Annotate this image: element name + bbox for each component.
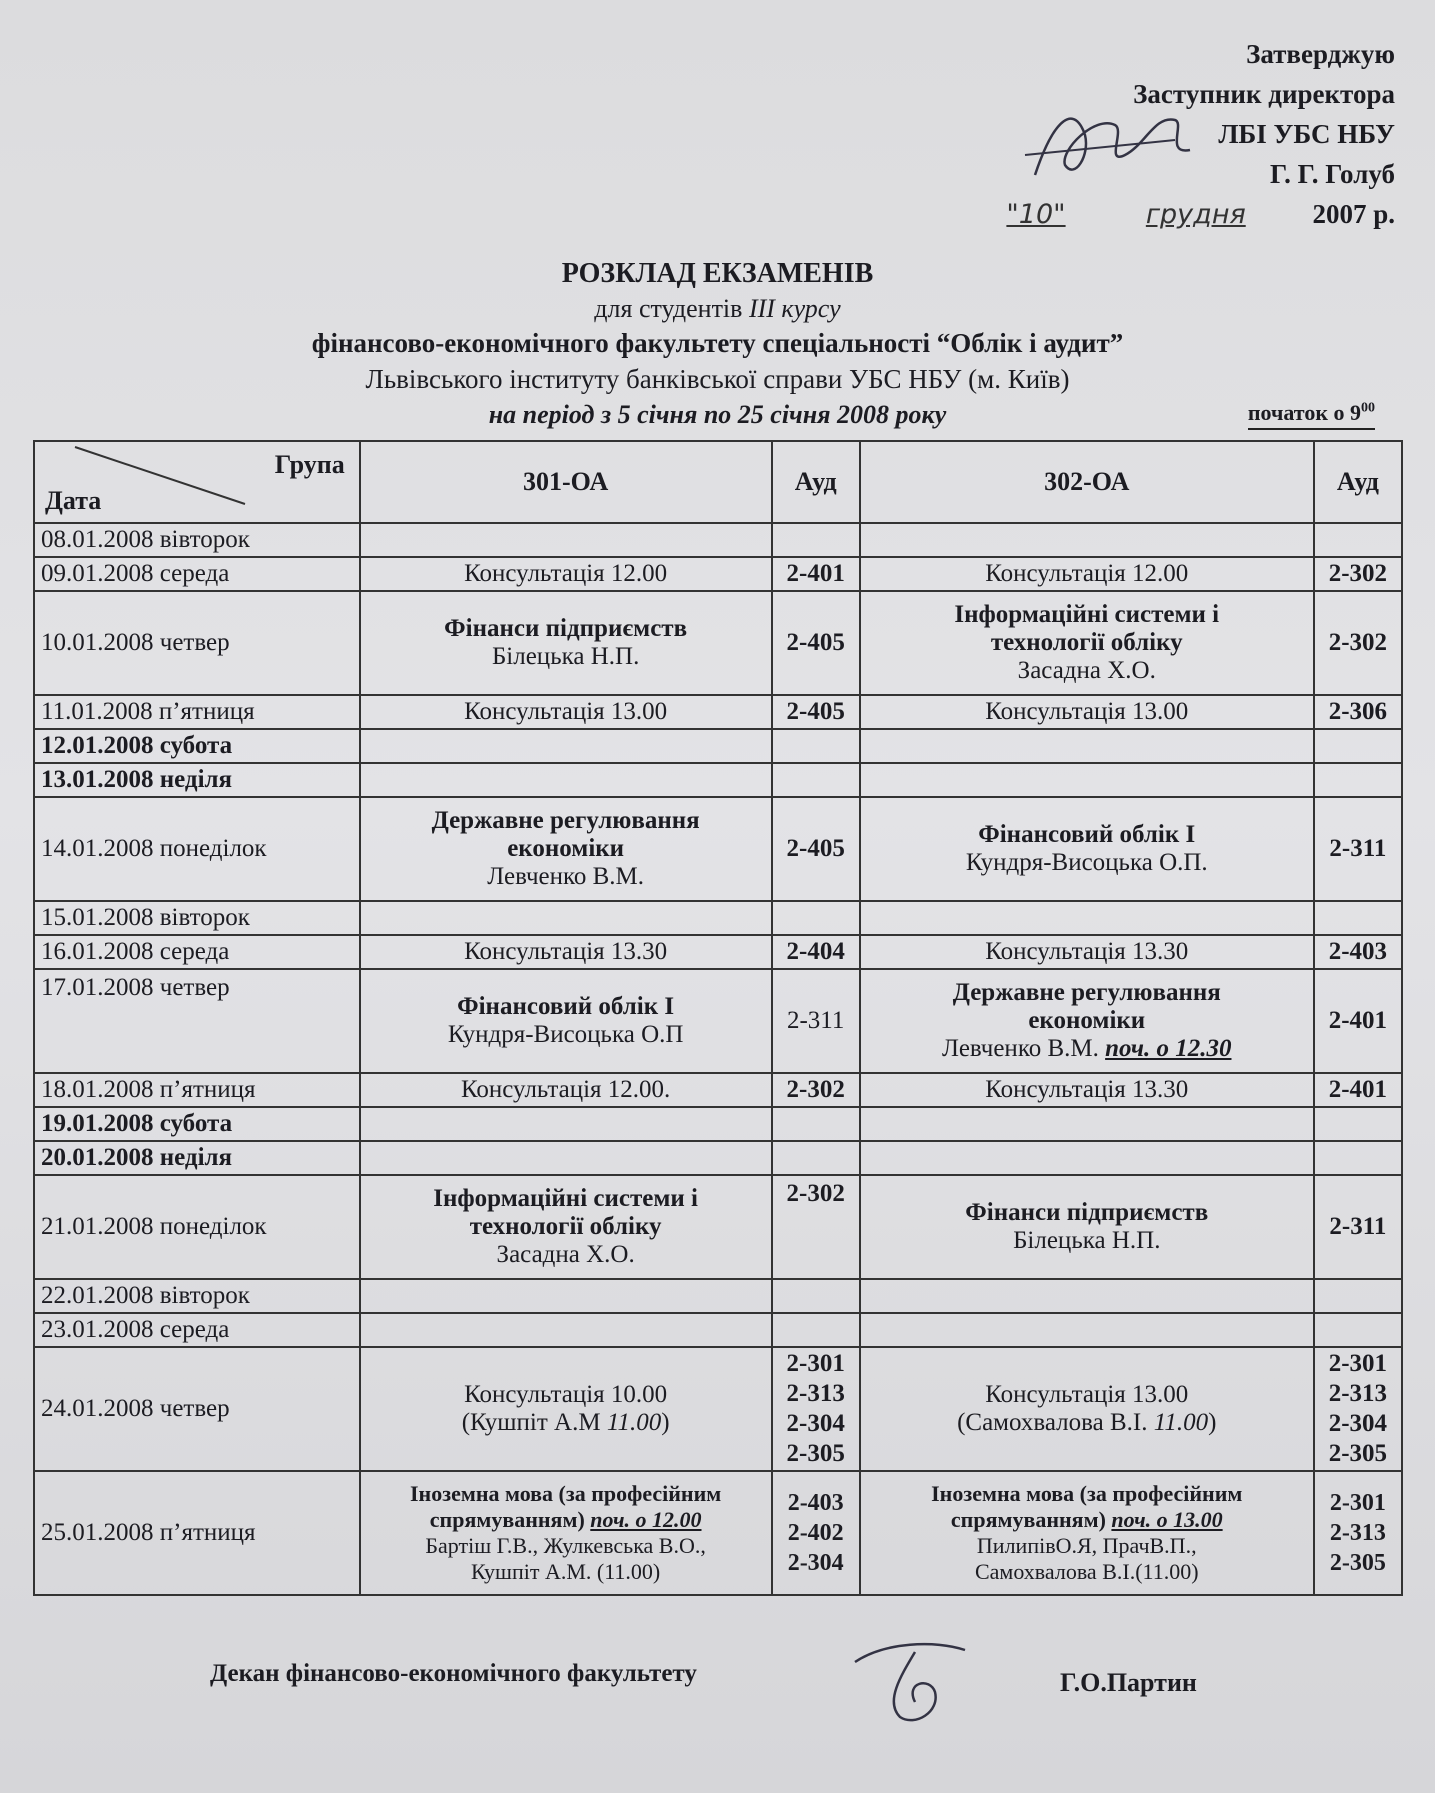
students-prefix: для студентів: [594, 294, 749, 323]
aud-item: 2-305: [1329, 1550, 1386, 1576]
aud-item: 2-313: [786, 1380, 845, 1407]
aud-item: 2-313: [1328, 1380, 1388, 1407]
cell-301: [360, 1141, 772, 1175]
cell-302: Консультація 13.30: [860, 1073, 1314, 1107]
aud-item: 2-301: [786, 1350, 845, 1377]
aud-item: 2-301: [1328, 1350, 1388, 1377]
cell-aud-1: [772, 763, 860, 797]
row-date: 15.01.2008 вівторок: [34, 901, 360, 935]
schedule-subtitle-students: [0, 294, 1435, 324]
dean-name: Г.О.Партин: [1060, 1668, 1197, 1697]
subject: Іноземна мова (за професійним: [931, 1481, 1243, 1506]
aud-item: 2-403: [787, 1490, 844, 1516]
teacher: Кундря-Висоцька О.П.: [965, 849, 1208, 876]
subject-with-note: [367, 1507, 765, 1533]
row-date: 13.01.2008 неділя: [34, 763, 360, 797]
cell-301: [360, 1107, 772, 1141]
row-date: 10.01.2008 четвер: [34, 591, 360, 695]
table-row: [34, 1347, 1402, 1471]
teacher: Кундря-Висоцька О.П: [447, 1021, 684, 1048]
cell-aud-1: [772, 1471, 860, 1595]
cell-301: [360, 523, 772, 557]
cell-301: [360, 901, 772, 935]
subject: економіки: [1028, 1007, 1146, 1034]
teacher: Бартіш Г.В., Жулкевська В.О.,: [425, 1533, 706, 1558]
row-date: 14.01.2008 понеділок: [34, 797, 360, 901]
consultation-teacher: [867, 1409, 1307, 1437]
table-row: [34, 797, 1402, 901]
cell-aud-2: 2-311: [1314, 797, 1402, 901]
row-date: 18.01.2008 п’ятниця: [34, 1073, 360, 1107]
cell-301: Консультація 12.00: [360, 557, 772, 591]
table-row: [34, 969, 1402, 1073]
subject: технології обліку: [469, 1213, 662, 1240]
teacher-time: 11.00: [1153, 1409, 1209, 1436]
header-date-label: Дата: [45, 486, 102, 515]
cell-aud-2: 2-302: [1314, 591, 1402, 695]
row-date: 22.01.2008 вівторок: [34, 1279, 360, 1313]
cell-301: [360, 763, 772, 797]
teacher: Левченко В.М.: [487, 863, 645, 890]
aud-item: 2-305: [786, 1440, 845, 1467]
signature-icon: [1015, 95, 1205, 205]
dean-title: Декан фінансово-економічного факультету: [210, 1660, 697, 1687]
approval-date-year: 2007 р.: [1312, 199, 1395, 229]
row-date: 24.01.2008 четвер: [34, 1347, 360, 1471]
row-date: 19.01.2008 субота: [34, 1107, 360, 1141]
teacher: Самохвалова В.І.(11.00): [974, 1559, 1199, 1584]
course: ІІІ курсу: [748, 294, 841, 323]
aud-item: 2-304: [786, 1410, 845, 1437]
subject: Державне регулювання: [431, 807, 700, 834]
table-row: [34, 729, 1402, 763]
row-date: 08.01.2008 вівторок: [34, 523, 360, 557]
consultation: Консультація 13.00: [985, 1381, 1189, 1408]
teacher: Засадна Х.О.: [1017, 657, 1156, 684]
cell-301: [360, 1471, 772, 1595]
consultation-teacher: [367, 1409, 765, 1437]
cell-aud-2: 2-306: [1314, 695, 1402, 729]
cell-302: [860, 1347, 1314, 1471]
row-date: 21.01.2008 понеділок: [34, 1175, 360, 1279]
cell-aud-2: [1314, 763, 1402, 797]
cell-aud-2: 2-302: [1314, 557, 1402, 591]
signature-icon: [845, 1632, 1005, 1732]
cell-301: [360, 969, 772, 1073]
table-row: [34, 901, 1402, 935]
aud-item: 2-301: [1329, 1490, 1386, 1516]
cell-aud-2: [1314, 1471, 1402, 1595]
cell-aud-1: [772, 1107, 860, 1141]
schedule-institute: Львівського інституту банківської справи УБС НБУ (м. Київ): [365, 364, 1070, 394]
cell-aud-2: [1314, 1141, 1402, 1175]
table-row: [34, 1107, 1402, 1141]
aud-item: 2-402: [787, 1520, 844, 1546]
row-date: 12.01.2008 субота: [34, 729, 360, 763]
table-row: [34, 591, 1402, 695]
teacher: Білецька Н.П.: [491, 643, 640, 670]
table-row: [34, 1141, 1402, 1175]
table-row: [34, 1175, 1402, 1279]
row-date: 25.01.2008 п’ятниця: [34, 1471, 360, 1595]
aud-item: 2-304: [1328, 1410, 1388, 1437]
teacher: Левченко В.М.: [942, 1035, 1106, 1062]
cell-aud-1: [772, 901, 860, 935]
subject: спрямуванням): [429, 1507, 591, 1532]
cell-301: [360, 1279, 772, 1313]
cell-302: [860, 1107, 1314, 1141]
table-row: [34, 523, 1402, 557]
cell-aud-2: [1314, 729, 1402, 763]
header-aud-2: Ауд: [1314, 441, 1402, 523]
header-aud-1: Ауд: [772, 441, 860, 523]
teacher-time: 11.00: [606, 1409, 662, 1436]
teacher: ПилипівО.Я, ПрачВ.П.,: [976, 1533, 1197, 1558]
subject: Фінанси підприємств: [444, 615, 688, 642]
cell-302: [860, 1279, 1314, 1313]
subject: спрямуванням): [950, 1507, 1112, 1532]
cell-302: Консультація 13.00: [860, 695, 1314, 729]
cell-aud-1: [772, 1279, 860, 1313]
cell-301: [360, 1347, 772, 1471]
cell-301: Консультація 13.00: [360, 695, 772, 729]
row-date: 20.01.2008 неділя: [34, 1141, 360, 1175]
cell-aud-1: 2-311: [772, 969, 860, 1073]
cell-aud-2: 2-401: [1314, 1073, 1402, 1107]
paren-close: ): [661, 1409, 670, 1436]
teacher: (Самохвалова В.І.: [957, 1409, 1154, 1436]
cell-302: [860, 901, 1314, 935]
cell-aud-2: 2-401: [1314, 969, 1402, 1073]
aud-item: 2-305: [1328, 1440, 1388, 1467]
cell-301: [360, 1313, 772, 1347]
cell-302: [860, 1313, 1314, 1347]
cell-302: [860, 1471, 1314, 1595]
cell-301: [360, 1175, 772, 1279]
teacher: Засадна Х.О.: [496, 1241, 635, 1268]
schedule-title: РОЗКЛАД ЕКЗАМЕНІВ: [561, 258, 874, 289]
start-time-text: початок о 9: [1247, 400, 1361, 425]
cell-aud-1: [772, 1347, 860, 1471]
row-date: 11.01.2008 п’ятниця: [34, 695, 360, 729]
table-row: [34, 935, 1402, 969]
paren-close: ): [1208, 1409, 1217, 1436]
row-date: 17.01.2008 четвер: [34, 969, 360, 1073]
teacher: Білецька Н.П.: [1013, 1227, 1161, 1254]
cell-aud-1: 2-405: [772, 591, 860, 695]
cell-aud-2: [1314, 1107, 1402, 1141]
subject: Іноземна мова (за професійним: [410, 1481, 722, 1506]
aud-item: 2-304: [787, 1550, 844, 1576]
header-group-301: 301-ОА: [360, 441, 772, 523]
cell-302: [860, 523, 1314, 557]
aud-item: 2-313: [1329, 1520, 1386, 1546]
cell-aud-2: [1314, 901, 1402, 935]
table-row: [34, 1471, 1402, 1595]
schedule-faculty: фінансово-економічного факультету спеціальності “Облік і аудит”: [311, 328, 1124, 358]
start-note: поч. о 13.00: [1111, 1507, 1223, 1532]
header-group-label: Група: [274, 450, 345, 479]
teacher-with-note: [867, 1035, 1307, 1063]
subject: економіки: [507, 835, 625, 862]
table-row: [34, 763, 1402, 797]
cell-aud-1: [772, 1141, 860, 1175]
cell-301: Консультація 12.00.: [360, 1073, 772, 1107]
header-group-302: 302-ОА: [860, 441, 1314, 523]
row-date: 09.01.2008 середа: [34, 557, 360, 591]
cell-aud-1: 2-302: [772, 1073, 860, 1107]
cell-aud-1: 2-404: [772, 935, 860, 969]
subject: технології обліку: [990, 629, 1183, 656]
subject: Інформаційні системи і: [433, 1185, 699, 1212]
cell-aud-2: 2-403: [1314, 935, 1402, 969]
cell-aud-2: [1314, 1279, 1402, 1313]
cell-301: [360, 591, 772, 695]
consultation: Консультація 10.00: [464, 1381, 668, 1408]
approval-line-2: Заступник директора: [1133, 79, 1395, 109]
table-header-row: [34, 441, 1402, 523]
cell-302: [860, 591, 1314, 695]
cell-aud-1: 2-405: [772, 797, 860, 901]
cell-302: [860, 969, 1314, 1073]
table-row: [34, 1073, 1402, 1107]
approval-line-3: ЛБІ УБС НБУ: [1218, 119, 1395, 149]
cell-aud-1: 2-302: [772, 1175, 860, 1279]
subject: Інформаційні системи і: [954, 601, 1220, 628]
cell-aud-1: [772, 523, 860, 557]
table-row: [34, 1313, 1402, 1347]
cell-302: [860, 1175, 1314, 1279]
approval-date-month: грудня: [1145, 199, 1246, 230]
row-date: 23.01.2008 середа: [34, 1313, 360, 1347]
cell-aud-1: 2-401: [772, 557, 860, 591]
start-note: поч. о 12.30: [1105, 1035, 1232, 1062]
cell-301: Консультація 13.30: [360, 935, 772, 969]
cell-301: [360, 729, 772, 763]
start-time-sup: 00: [1361, 400, 1375, 416]
cell-302: [860, 763, 1314, 797]
schedule-period: на період з 5 січня по 25 січня 2008 року: [488, 400, 947, 429]
approval-line-4: Г. Г. Голуб: [1269, 159, 1395, 189]
header-date-group-cell: [34, 441, 360, 523]
start-note: поч. о 12.00: [590, 1507, 702, 1532]
cell-301: [360, 797, 772, 901]
table-row: [34, 695, 1402, 729]
cell-aud-1: 2-405: [772, 695, 860, 729]
subject: Фінансовий облік І: [978, 821, 1196, 848]
cell-aud-2: [1314, 1313, 1402, 1347]
approval-date-day: "10": [1006, 199, 1066, 230]
cell-302: [860, 1141, 1314, 1175]
row-date: 16.01.2008 середа: [34, 935, 360, 969]
cell-aud-2: [1314, 1347, 1402, 1471]
table-row: [34, 1279, 1402, 1313]
cell-aud-1: [772, 729, 860, 763]
teacher: (Кушпіт А.М: [461, 1409, 607, 1436]
cell-302: Консультація 12.00: [860, 557, 1314, 591]
exam-schedule-table: [33, 440, 1403, 1596]
subject: Фінанси підприємств: [965, 1199, 1209, 1226]
approval-line-1: Затверджую: [1246, 39, 1395, 69]
cell-aud-2: 2-311: [1314, 1175, 1402, 1279]
subject: Державне регулювання: [952, 979, 1221, 1006]
start-time: [1248, 400, 1375, 430]
cell-302: [860, 797, 1314, 901]
subject: Фінансовий облік І: [457, 993, 675, 1020]
teacher: Кушпіт А.М. (11.00): [471, 1559, 661, 1584]
cell-aud-2: [1314, 523, 1402, 557]
cell-302: Консультація 13.30: [860, 935, 1314, 969]
cell-302: [860, 729, 1314, 763]
cell-aud-1: [772, 1313, 860, 1347]
table-row: [34, 557, 1402, 591]
subject-with-note: [867, 1507, 1307, 1533]
